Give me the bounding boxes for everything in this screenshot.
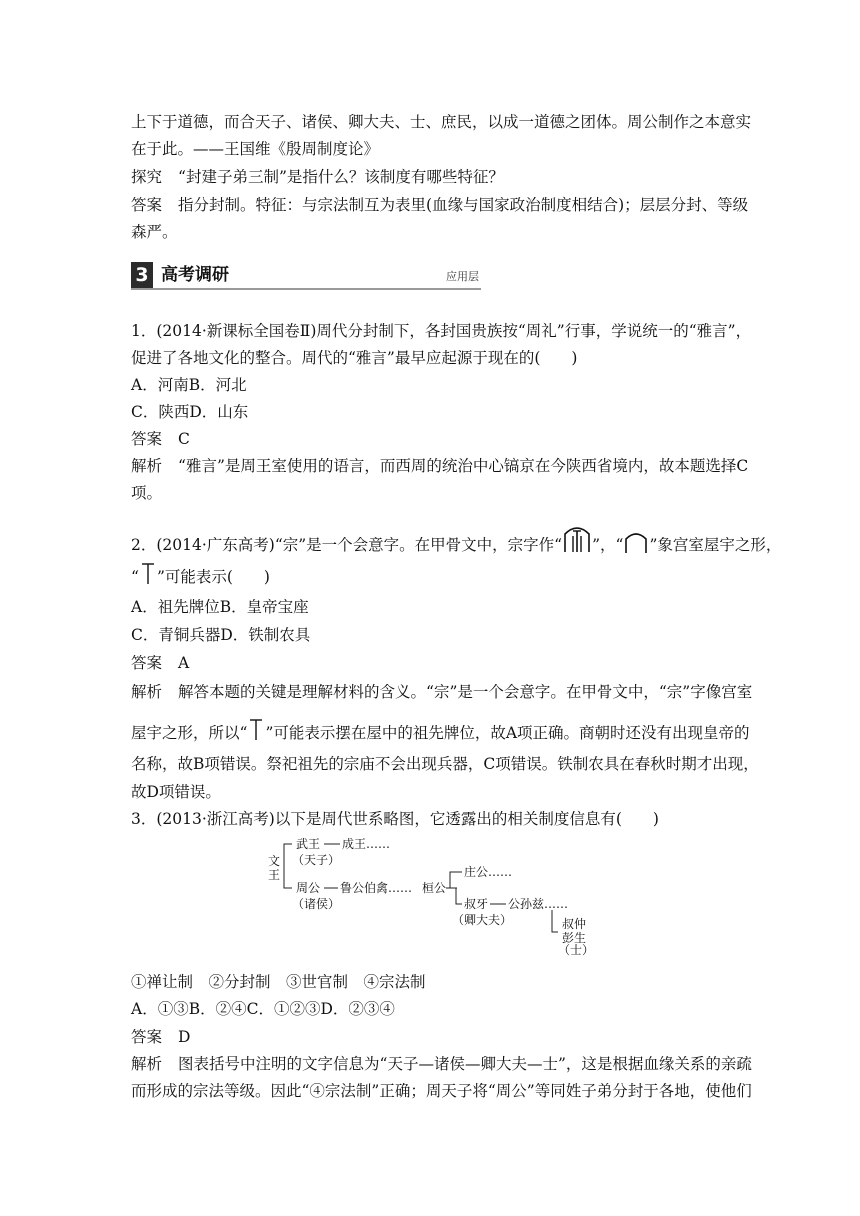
q2-line-1-part-c: ”象宫室屋宇之形， (649, 536, 782, 554)
q2-answer-value: A (178, 654, 190, 672)
q2-line-2 (131, 562, 741, 587)
explore-label: 探究 (131, 168, 163, 186)
q1-answer-value: C (178, 430, 190, 448)
q3-analysis-label: 解析 (131, 1055, 163, 1073)
q2-analysis-line-2 (131, 718, 750, 743)
diagram-shi: （士） (558, 943, 595, 957)
q3-answer-value: D (178, 1028, 191, 1046)
q1-answer (131, 429, 741, 449)
intro-line-2: 在于此。——王国维《殷周制度论》 (131, 140, 380, 158)
q1-line-2: 促进了各地文化的整合。周代的“雅言”最早应起源于现在的( ) (131, 349, 578, 367)
diagram-tianzi: （天子） (292, 853, 341, 867)
q2-analysis-label: 解析 (131, 683, 163, 701)
diagram-zhougong: 周公 (296, 881, 321, 895)
section-banner (131, 262, 481, 290)
intro-answer-line-2: 森严。 (131, 223, 178, 241)
q2-analysis-line-2-part-b: ”可能表示摆在屋中的祖先牌位，故A项正确。商朝时还没有出现皇帝的 (265, 724, 750, 742)
diagram-qingdafu: （卿大夫） (452, 913, 513, 927)
diagram-wen: 文 (268, 854, 281, 868)
q2-analysis-line-2-part-a: 屋宇之形，所以“ (131, 724, 248, 742)
diagram-wang: 王 (268, 868, 281, 882)
q3-analysis-text: 图表括号中注明的文字信息为“天子—诸侯—卿大夫—士”，这是根据血缘关系的亲疏 (178, 1055, 752, 1073)
q3-options: A．①③B．②④C．①②③D．②③④ (131, 1000, 395, 1018)
intro-line-1: 上下于道德，而合天子、诸侯、卿大夫、士、庶民，以成一道德之团体。周公制作之本意实 (131, 113, 752, 131)
section-rule (131, 288, 481, 290)
diagram-pengsheng: 彭生 (562, 931, 587, 945)
q3-analysis-line-1 (131, 1054, 752, 1074)
q2-line-1 (131, 522, 782, 555)
q2-answer (131, 653, 741, 673)
section-title: 高考调研 (161, 265, 229, 285)
q2-option-2: C．青铜兵器D．铁制农具 (131, 626, 311, 644)
q2-line-1-part-a: 2．(2014·广东高考)“宗”是一个会意字。在甲骨文中，宗字作“ (131, 536, 563, 554)
q2-line-2-part-a: “ (131, 568, 139, 586)
diagram-huangong: 桓公 (422, 881, 447, 895)
oracle-zong-glyph-icon (562, 522, 592, 554)
diagram-wuwang: 武王 (296, 837, 321, 851)
q1-analysis-text: “雅言”是周王室使用的语言，而西周的统治中心镐京在今陕西省境内，故本题选择C (178, 457, 749, 475)
q1-answer-label: 答案 (131, 430, 163, 448)
q1-line-1: 1．(2014·新课标全国卷Ⅱ)周代分封制下，各封国贵族按“周礼”行事，学说统一的“雅言”， (131, 322, 752, 340)
q1-option-2: C．陕西D．山东 (131, 403, 249, 421)
q3-analysis-line-2: 而形成的宗法等级。因此“④宗法制”正确；周天子将“周公”等同姓子弟分封于各地，使他们 (131, 1082, 752, 1100)
oracle-tablet-glyph-icon (247, 718, 265, 742)
q3-line-1: 3．(2013·浙江高考)以下是周代世系略图，它透露出的相关制度信息有( ) (131, 810, 659, 828)
diagram-gongsunzi: 公孙兹…… (508, 897, 569, 911)
diagram-zhuanggong: 庄公…… (464, 865, 513, 879)
q3-choices: ①禅让制 ②分封制 ③世官制 ④宗法制 (131, 973, 426, 991)
intro-answer-label: 答案 (131, 196, 163, 214)
q2-answer-label: 答案 (131, 654, 163, 672)
diagram-chengwang: 成王…… (342, 837, 391, 851)
q2-line-2-part-b: ”可能表示( ) (156, 568, 270, 586)
intro-answer-text: 指分封制。特征：与宗法制互为表里(血缘与国家政治制度相结合)；层层分封、等级 (178, 196, 749, 214)
explore-line (131, 167, 741, 187)
q2-analysis-line-1 (131, 682, 753, 702)
q2-analysis-line-3: 名称，故B项错误。祭祀祖先的宗庙不会出现兵器，C项错误。铁制农具在春秋时期才出现， (131, 755, 759, 773)
q2-analysis-line-4: 故D项错误。 (131, 783, 221, 801)
diagram-shuya: 叔牙 (464, 897, 489, 911)
q3-answer (131, 1027, 741, 1047)
q2-line-1-part-b: ”，“ (592, 536, 624, 554)
oracle-tablet-glyph-icon (139, 562, 157, 586)
q1-analysis-line-1 (131, 456, 749, 476)
q3-answer-label: 答案 (131, 1028, 163, 1046)
diagram-zhuhou: （诸侯） (292, 897, 341, 911)
zhou-genealogy-diagram (262, 836, 602, 956)
q1-analysis-label: 解析 (131, 457, 163, 475)
explore-text: “封建子弟三制”是指什么？该制度有哪些特征？ (178, 168, 504, 186)
section-tag: 应用层 (446, 270, 479, 283)
q1-analysis-line-2: 项。 (131, 484, 163, 502)
diagram-shuzhong: 叔仲 (562, 917, 587, 931)
q1-option-1: A．河南B．河北 (131, 376, 247, 394)
q2-option-1: A．祖先牌位B．皇帝宝座 (131, 598, 309, 616)
section-number: 3 (131, 262, 153, 288)
q2-analysis-text: 解答本题的关键是理解材料的含义。“宗”是一个会意字。在甲骨文中，“宗”字像宫室 (178, 683, 753, 701)
diagram-lugong: 鲁公伯禽…… (340, 881, 413, 895)
oracle-roof-glyph-icon (623, 528, 649, 554)
intro-answer-line-1 (131, 195, 749, 215)
